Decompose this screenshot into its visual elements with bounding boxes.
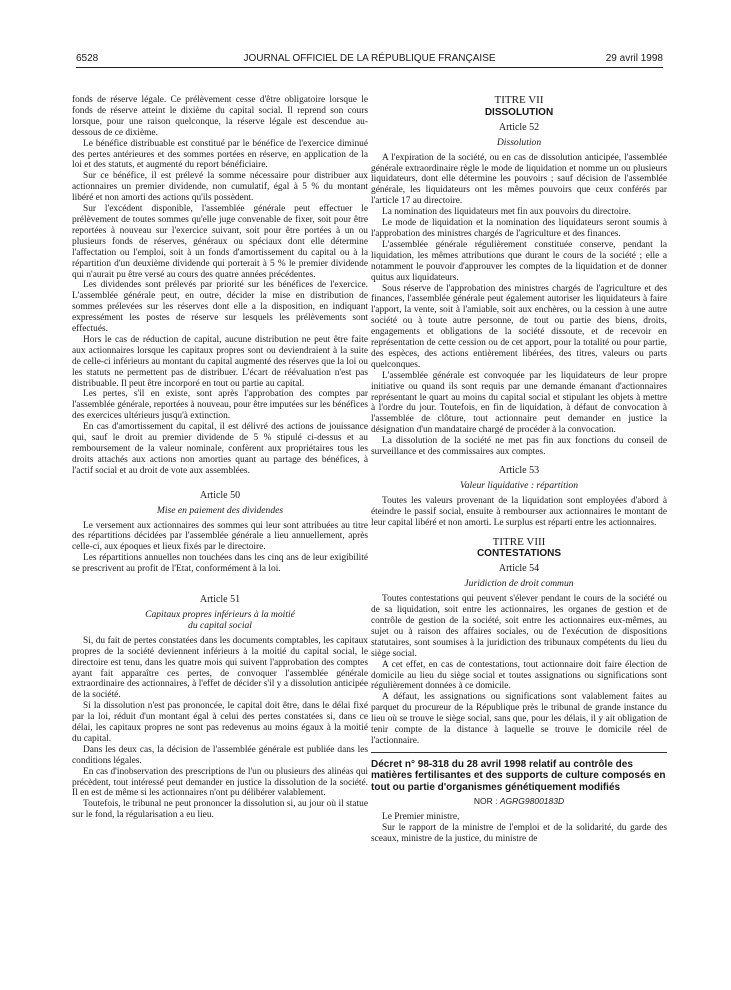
paragraph: Toutes les valeurs provenant de la liquidation sont employées d'abord à éteindre le passif social, ensuite à rembourser aux actionnaires le montant de leur capital libéré et non amorti. Le surplus est réparti entre les actionnaires. [371,495,667,528]
paragraph: En cas d'amortissement du capital, il est délivré des actions de jouissance qui, sauf le droit au premier dividende de 5 % stipulé ci-dessus et au remboursement de la valeur nominale, confèrent aux propriétaires tous les droits attachés aux actions non amorties quant au partage des bénéfices, à l'actif social et au droit de vote aux assemblées. [72,422,368,476]
paragraph: Toutefois, le tribunal ne peut prononcer la dissolution si, au jour où il statue sur le fond, la régularisation a eu lieu. [72,799,368,821]
paragraph: A l'expiration de la société, ou en cas de dissolution anticipée, l'assemblée générale extraordinaire règle le mode de liquidation et nomme un ou plusieurs liquidateurs, dont elle détermine les pouvoirs ; sauf décision de l'assemblée générale, les liquidateurs ont les mêmes pouvoirs que ceux conférés par l'article 17 au directoire. [371,152,667,207]
nor-reference [371,796,667,807]
publication-date: 29 avril 1998 [605,53,663,64]
right-column [371,95,667,845]
article-subtitle: Mise en paiement des dividendes [156,504,284,516]
paragraph: La nomination des liquidateurs met fin aux pouvoirs du directoire. [382,207,631,218]
titre-name: CONTESTATIONS [476,548,562,560]
paragraph: Sur l'excédent disponible, l'assemblée générale peut effectuer le prélèvement de toutes sommes qu'elle juge convenable de fixer, soit pour être reportées à nouveau sur l'exercice suivant, soit pour être portées à un ou plusieurs fonds de réserves, généraux ou spéciaux dont elle détermine l'affectation ou l'emploi, soit à un fonds d'amortissement du capital ou à la répartition d'un deuxième dividende qui porterait à 5 % le premier dividende qui n'aurait pu être versé au cours des quatre années précédentes. [72,204,368,280]
article-subtitle: Juridiction de droit commun [464,578,574,590]
paragraph: Le mode de liquidation et la nomination des liquidateurs seront soumis à l'approbation des ministres chargés de l'agriculture et des finances. [371,218,667,239]
article-subtitle: Dissolution [496,136,542,148]
paragraph: Le versement aux actionnaires des sommes qui leur sont attribuées au titre des répartitions décidées par l'assemblée générale a lieu annuellement, après celle-ci, aux époques et lieux fixés par le directoire. [72,520,368,553]
titre-label: TITRE VIII [492,535,546,548]
paragraph: La dissolution de la société ne met pas fin aux fonctions du conseil de surveillance et des commissaires aux comptes. [371,436,667,458]
paragraph: Dans les deux cas, la décision de l'assemblée générale est publiée dans les conditions légales. [72,744,368,766]
paragraph: Hors le cas de réduction de capital, aucune distribution ne peut être faite aux actionnaires lorsque les capitaux propres sont ou deviendraient à la suite de celle-ci inférieurs au montant du capital augmenté des réserves que la loi ou les statuts ne permettent pas de distribuer. L'écart de réévaluation n'est pas distribuable. Il peut être incorporé en tout ou partie au capital. [72,334,368,389]
article-heading: Article 52 [498,121,540,133]
section-divider [371,752,667,753]
paragraph: Toutes contestations qui peuvent s'élever pendant le cours de la société ou de sa liquidation, soit entre les actionnaires, les organes de gestion et de contrôle de gestion de la société, soit entre les actionnaires eux-mêmes, au sujet ou à raison des affaires sociales, ou de l'exécution de dispositions statutaires, sont soumises à la juridiction des tribunaux compétents du lieu du siège social. [371,594,667,659]
titre-name: DISSOLUTION [484,106,554,118]
article-heading: Article 53 [498,465,540,476]
article-subtitle: du capital social [188,619,252,631]
paragraph: Les pertes, s'il en existe, sont après l'approbation des comptes par l'assemblée générale, reportées à nouveau, pour être imputées sur les bénéfices des exercices ultérieurs jusqu'à extinction. [72,389,368,422]
titre-label: TITRE VII [494,94,544,106]
paragraph: Le Premier ministre, [382,812,460,823]
page-header [76,51,663,68]
nor-label: NOR : [473,796,498,807]
paragraph: L'assemblée générale est convoquée par les liquidateurs de leur propre initiative ou quand ils sont requis par une demande émanant d'actionnaires représentant le quart au moins du capital social et stipulant les objets à mettre à l'ordre du jour. Toutefois, en fin de liquidation, à défaut de convocation à l'assemblée de clôture, tout actionnaire peut demander en justice la désignation d'un mandataire chargé de procéder à la convocation. [371,370,667,436]
article-heading: Article 51 [199,594,241,606]
article-subtitle: Capitaux propres inférieurs à la moitié [145,608,295,620]
nor-code: AGRG9800183D [499,796,565,807]
article-subtitle: Valeur liquidative : répartition [459,479,579,491]
paragraph: Les dividendes sont prélevés par priorité sur les bénéfices de l'exercice. L'assemblée générale peut, en outre, décider la mise en distribution de sommes prélevées sur les réserves dont elle a la disposition, en indiquant expressément les postes de réserve sur lesquels les prélèvements sont effectués. [72,280,368,335]
decree-title: Décret n° 98-318 du 28 avril 1998 relatif au contrôle des matières fertilisantes et des supports de culture composés en tout ou partie d'organismes génétiquement modifiés [371,758,666,793]
paragraph: A cet effet, en cas de contestations, tout actionnaire doit faire élection de domicile au lieu du siège social et toutes assignations ou significations sont régulièrement données à ce domicile. [371,659,667,692]
paragraph: Le bénéfice distribuable est constitué par le bénéfice de l'exercice diminué des pertes antérieures et des sommes portées en réserve, en application de la loi et des statuts, et augmenté du report bénéficiaire. [72,138,368,171]
paragraph: En cas d'inobservation des prescriptions de l'un ou plusieurs des alinéas qui précèdent, tout intéressé peut demander en justice la dissolution de la société. Il en est de même si les actionnaires n'ont pu délibérer valablement. [72,766,368,799]
paragraph: Si la dissolution n'est pas prononcée, le capital doit être, dans le délai fixé par la loi, réduit d'un montant égal à celui des pertes constatées si, dans ce délai, les capitaux propres ne sont pas redevenus au moins égaux à la moitié du capital. [72,701,368,744]
journal-title: JOURNAL OFFICIEL DE LA RÉPUBLIQUE FRANÇAISE [243,53,496,64]
paragraph: Sous réserve de l'approbation des ministres chargés de l'agriculture et des finances, l'assemblée générale peut également autoriser les liquidateurs à faire l'apport, la vente, soit à l'amiable, soit aux enchères, ou la cession à une autre société ou à toute autre personne, de tout ou partie des biens, droits, engagements et obligations de la société dissoute, et de recevoir en représentation de cette cession ou de cet apport, pour la totalité ou pour partie, des espèces, des actions entièrement libérées, des titres, valeurs ou parts quelconques. [371,283,667,370]
page-number: 6528 [76,53,99,64]
paragraph: Les répartitions annuelles non touchées dans les cinq ans de leur exigibilité se prescrivent au profit de l'Etat, conformément à la loi. [72,553,368,575]
paragraph: Sur ce bénéfice, il est prélevé la somme nécessaire pour distribuer aux actionnaires un premier dividende, non cumulatif, égal à 5 % du montant libéré et non amorti des actions qu'ils possèdent. [72,171,368,204]
paragraph: fonds de réserve légale. Ce prélèvement cesse d'être obligatoire lorsque le fonds de réserve atteint le dixième du capital social. Il reprend son cours lorsque, pour une raison quelconque, la réserve légale est descendue au-dessous de ce dixième. [72,95,368,138]
paragraph: A défaut, les assignations ou significations sont valablement faites au parquet du procureur de la République près le tribunal de grande instance du lieu où se trouve le siège social, sans que, pour les délais, il y ait obligation de tenir compte de la distance à laquelle se trouve le domicile réel de l'actionnaire. [371,692,667,746]
article-heading: Article 54 [498,563,540,575]
left-column [72,95,368,821]
paragraph: Si, du fait de pertes constatées dans les documents comptables, les capitaux propres de la société deviennent inférieurs à la moitié du capital social, le directoire est tenu, dans les quatre mois qui suivent l'approbation des comptes ayant fait apparaître ces pertes, de convoquer l'assemblée générale extraordinaire des actionnaires, à l'effet de décider s'il y a dissolution anticipée de la société. [72,635,368,701]
paragraph: Sur le rapport de la ministre de l'emploi et de la solidarité, du garde des sceaux, ministre de la justice, du ministre de [371,823,667,845]
article-heading: Article 50 [199,489,241,501]
paragraph: L'assemblée générale régulièrement constituée conserve, pendant la liquidation, les mêmes attributions que durant le cours de la société ; elle a notamment le pouvoir d'approuver les comptes de la liquidation et de donner quitus aux liquidateurs. [371,239,667,283]
